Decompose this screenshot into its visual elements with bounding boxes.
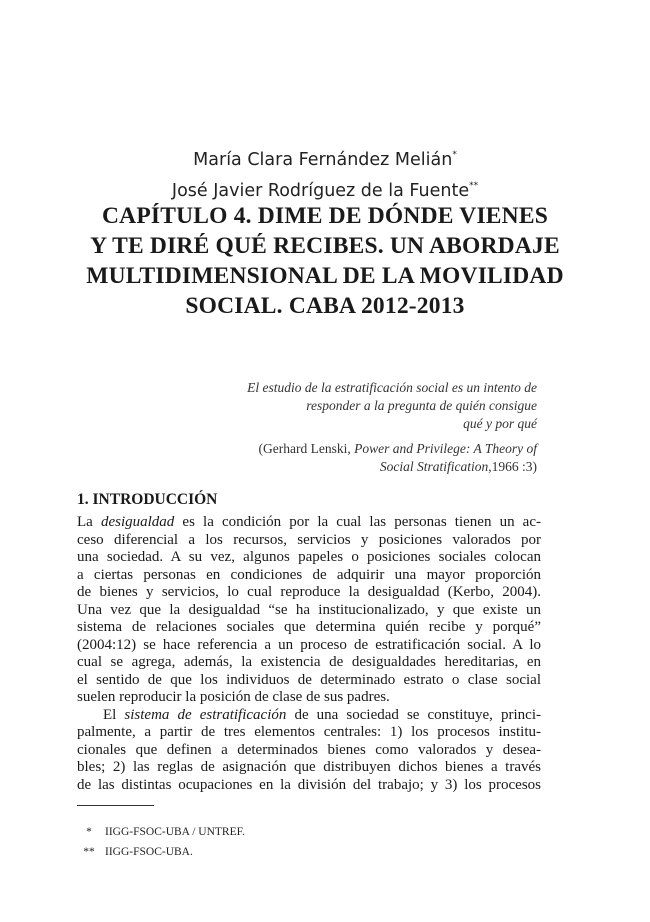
epigraph-citation <box>177 440 537 476</box>
text-run: de una sociedad se constituye, princi- <box>286 706 541 723</box>
citation-line <box>177 440 537 458</box>
epigraph-line: El estudio de la estratificación social es un intento de <box>247 380 537 395</box>
emphasis-term: sistema de estratificación <box>124 706 287 723</box>
author-line <box>0 173 650 204</box>
epigraph <box>177 379 537 476</box>
section-heading: 1. INTRODUCCIÓN <box>77 491 218 508</box>
footnote <box>77 842 245 862</box>
paragraph-line <box>77 514 541 532</box>
epigraph-line: responder a la pregunta de quién consigue <box>306 398 537 413</box>
title-line: SOCIAL. CABA 2012-2013 <box>185 293 465 319</box>
epigraph-line: qué y por qué <box>463 416 537 431</box>
emphasis-term: desigualdad <box>100 514 175 530</box>
body-text <box>77 514 541 794</box>
paragraph-line: a ciertas personas en condiciones de adquirir una mayor proporción <box>77 566 541 583</box>
citation-text: (Gerhard Lenski, <box>258 441 355 456</box>
paragraph-line: el sentido de que los individuos de determinado estrato o clase social <box>77 671 541 688</box>
authors-block <box>0 142 650 204</box>
paragraph-line: cionales que definen a determinados bienes como valorados y desea- <box>77 741 541 758</box>
footnote-mark: ** <box>83 846 95 858</box>
paragraph-line: de las distintas ocupaciones en la división del trabajo; y 3) los procesos <box>77 776 541 793</box>
paragraph-line: cual se agrega, además, la existencia de desigualdades hereditarias, en <box>77 654 541 670</box>
footnote-mark: * <box>86 826 92 838</box>
footnote-mark: ** <box>469 181 479 191</box>
paragraph-line: de bienes y servicios, lo cual reproduce la desigualdad (Kerbo, 2004). <box>77 584 541 600</box>
text-run: es la condición por la cual las personas tienen un ac- <box>174 514 541 530</box>
paragraph-line: una sociedad. A su vez, algunos papeles o posiciones sociales colocan <box>77 549 541 565</box>
text-run: El <box>103 706 125 723</box>
paragraph-line: Una vez que la desigualdad “se ha institucionalizado, y que existe un <box>77 601 541 618</box>
title-line: Y TE DIRÉ QUÉ RECIBES. UN ABORDAJE <box>90 233 560 259</box>
paragraph-line: bles; 2) las reglas de asignación que distribuyen dichos bienes a través <box>77 759 541 775</box>
paragraph-line: suelen reproducir la posición de clase de sus padres. <box>77 689 390 705</box>
paragraph-line: ceso diferencial a los recursos, servicios y posiciones valorados por <box>77 531 541 548</box>
author-name: María Clara Fernández Melián <box>193 150 453 170</box>
paragraph-line: sistema de relaciones sociales que determina quién recibe y porqué” <box>77 619 541 635</box>
paragraph-line: (2004:12) se hace referencia a un proceso de estratificación social. A lo <box>77 636 541 653</box>
citation-text: ,1966 :3) <box>488 459 537 474</box>
author-line <box>0 142 650 173</box>
paragraph-line: palmente, a partir de tres elementos centrales: 1) los procesos institu- <box>77 724 541 740</box>
citation-book-title: Social Stratification <box>379 459 489 474</box>
title-line: MULTIDIMENSIONAL DE LA MOVILIDAD <box>86 263 564 289</box>
text-run: La <box>77 514 101 530</box>
title-line: CAPÍTULO 4. DIME DE DÓNDE VIENES <box>101 203 548 229</box>
citation-line <box>177 458 537 476</box>
footnote-text: IIGG-FSOC-UBA / UNTREF. <box>105 826 245 838</box>
author-name: José Javier Rodríguez de la Fuente <box>171 181 470 201</box>
footnote-divider <box>77 805 154 806</box>
footnote-text: IIGG-FSOC-UBA. <box>105 846 193 858</box>
citation-book-title: Power and Privilege: A Theory of <box>354 441 537 456</box>
footnote-mark: * <box>452 150 457 160</box>
paragraph-line <box>77 707 541 725</box>
epigraph-quote <box>177 379 537 433</box>
footnotes <box>77 822 245 862</box>
chapter-title <box>60 201 590 321</box>
footnote <box>77 822 245 842</box>
